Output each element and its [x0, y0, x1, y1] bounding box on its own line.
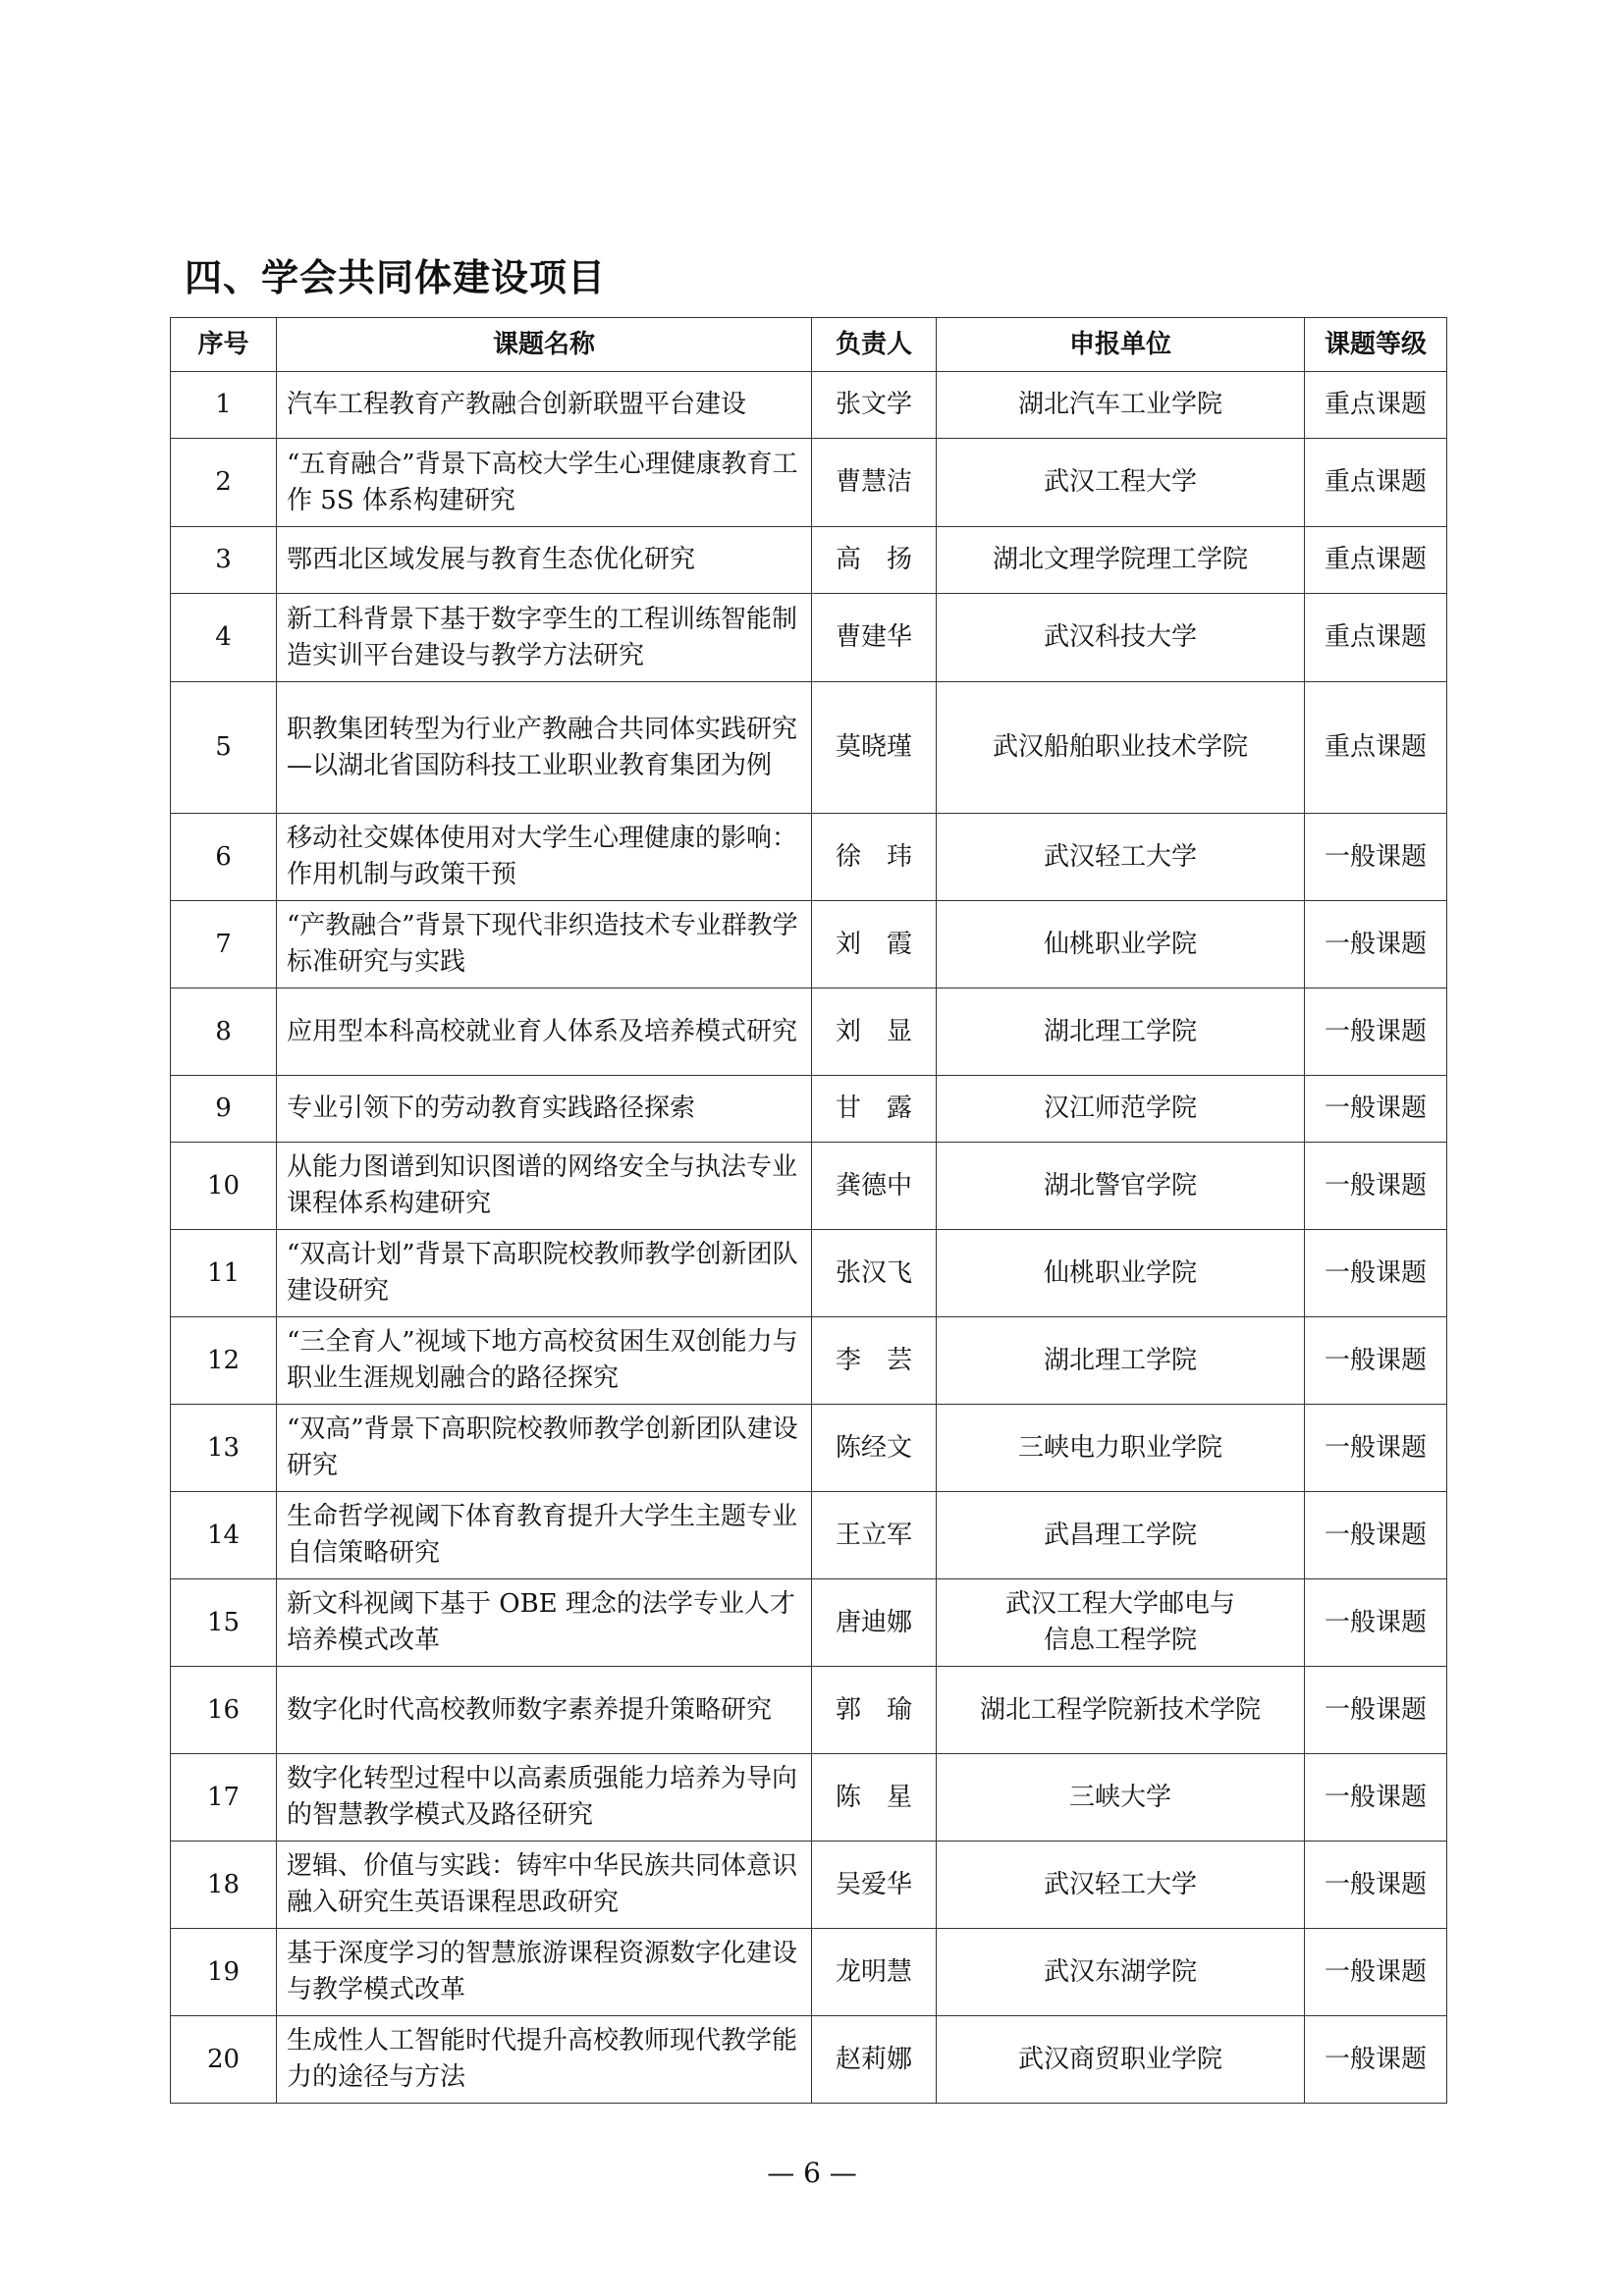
row-unit: 湖北工程学院新技术学院 — [937, 1667, 1305, 1754]
table-row — [171, 1667, 1447, 1754]
row-number: 14 — [171, 1492, 277, 1579]
row-owner: 高 扬 — [812, 527, 937, 594]
row-unit: 汉江师范学院 — [937, 1076, 1305, 1143]
row-unit: 武汉科技大学 — [937, 594, 1305, 682]
row-number: 19 — [171, 1929, 277, 2016]
row-unit: 三峡大学 — [937, 1754, 1305, 1842]
row-unit: 仙桃职业学院 — [937, 901, 1305, 988]
row-unit: 武汉工程大学 — [937, 439, 1305, 527]
row-level: 一般课题 — [1305, 1492, 1447, 1579]
table-row — [171, 1929, 1447, 2016]
row-unit: 三峡电力职业学院 — [937, 1405, 1305, 1492]
table-header-row — [171, 318, 1447, 372]
row-level: 一般课题 — [1305, 1317, 1447, 1405]
row-unit: 湖北警官学院 — [937, 1143, 1305, 1230]
row-level: 一般课题 — [1305, 1929, 1447, 2016]
row-title: “双高”背景下高职院校教师教学创新团队建设研究 — [277, 1405, 812, 1492]
row-owner: 徐 玮 — [812, 814, 937, 901]
row-unit: 武汉商贸职业学院 — [937, 2016, 1305, 2104]
row-number: 17 — [171, 1754, 277, 1842]
row-number: 11 — [171, 1230, 277, 1317]
row-title: 新文科视阈下基于 OBE 理念的法学专业人才培养模式改革 — [277, 1579, 812, 1667]
row-title: 移动社交媒体使用对大学生心理健康的影响：作用机制与政策干预 — [277, 814, 812, 901]
row-number: 8 — [171, 988, 277, 1076]
row-number: 6 — [171, 814, 277, 901]
table-row — [171, 439, 1447, 527]
row-title: 鄂西北区域发展与教育生态优化研究 — [277, 527, 812, 594]
row-level: 一般课题 — [1305, 1667, 1447, 1754]
row-number: 16 — [171, 1667, 277, 1754]
row-level: 重点课题 — [1305, 527, 1447, 594]
row-unit: 武汉工程大学邮电与信息工程学院 — [937, 1579, 1305, 1667]
header-no: 序号 — [171, 318, 277, 372]
table-row — [171, 1143, 1447, 1230]
row-title: 汽车工程教育产教融合创新联盟平台建设 — [277, 372, 812, 439]
page-number: — 6 — — [767, 2157, 857, 2189]
row-unit: 武汉船舶职业技术学院 — [937, 682, 1305, 814]
row-owner: 唐迪娜 — [812, 1579, 937, 1667]
row-owner: 刘 霞 — [812, 901, 937, 988]
table-row — [171, 1405, 1447, 1492]
row-title: “产教融合”背景下现代非织造技术专业群教学标准研究与实践 — [277, 901, 812, 988]
row-level: 重点课题 — [1305, 682, 1447, 814]
row-level: 一般课题 — [1305, 2016, 1447, 2104]
row-owner: 曹建华 — [812, 594, 937, 682]
row-title: 从能力图谱到知识图谱的网络安全与执法专业课程体系构建研究 — [277, 1143, 812, 1230]
table-row — [171, 682, 1447, 814]
row-title: 新工科背景下基于数字孪生的工程训练智能制造实训平台建设与教学方法研究 — [277, 594, 812, 682]
row-level: 一般课题 — [1305, 1754, 1447, 1842]
row-level: 一般课题 — [1305, 1405, 1447, 1492]
row-unit: 仙桃职业学院 — [937, 1230, 1305, 1317]
row-number: 1 — [171, 372, 277, 439]
row-number: 2 — [171, 439, 277, 527]
row-owner: 吴爱华 — [812, 1842, 937, 1929]
row-level: 一般课题 — [1305, 988, 1447, 1076]
row-title: 数字化时代高校教师数字素养提升策略研究 — [277, 1667, 812, 1754]
row-owner: 郭 瑜 — [812, 1667, 937, 1754]
row-owner: 曹慧洁 — [812, 439, 937, 527]
row-level: 一般课题 — [1305, 901, 1447, 988]
row-owner: 张文学 — [812, 372, 937, 439]
table-row — [171, 1492, 1447, 1579]
projects-table — [170, 317, 1447, 2104]
row-level: 一般课题 — [1305, 1579, 1447, 1667]
row-number: 20 — [171, 2016, 277, 2104]
row-number: 4 — [171, 594, 277, 682]
row-number: 15 — [171, 1579, 277, 1667]
row-unit: 武汉轻工大学 — [937, 814, 1305, 901]
row-unit: 武昌理工学院 — [937, 1492, 1305, 1579]
row-title: 数字化转型过程中以高素质强能力培养为导向的智慧教学模式及路径研究 — [277, 1754, 812, 1842]
row-level: 一般课题 — [1305, 1143, 1447, 1230]
table-row — [171, 594, 1447, 682]
row-title: 专业引领下的劳动教育实践路径探索 — [277, 1076, 812, 1143]
row-owner: 李 芸 — [812, 1317, 937, 1405]
table-row — [171, 2016, 1447, 2104]
row-title: 基于深度学习的智慧旅游课程资源数字化建设与教学模式改革 — [277, 1929, 812, 2016]
row-level: 一般课题 — [1305, 814, 1447, 901]
row-level: 重点课题 — [1305, 372, 1447, 439]
row-unit: 湖北理工学院 — [937, 1317, 1305, 1405]
row-level: 重点课题 — [1305, 594, 1447, 682]
row-unit: 湖北文理学院理工学院 — [937, 527, 1305, 594]
row-title: 逻辑、价值与实践：铸牢中华民族共同体意识融入研究生英语课程思政研究 — [277, 1842, 812, 1929]
table-row — [171, 1754, 1447, 1842]
row-unit: 武汉东湖学院 — [937, 1929, 1305, 2016]
row-title: 应用型本科高校就业育人体系及培养模式研究 — [277, 988, 812, 1076]
row-title: “双高计划”背景下高职院校教师教学创新团队建设研究 — [277, 1230, 812, 1317]
row-owner: 刘 显 — [812, 988, 937, 1076]
row-title: “五育融合”背景下高校大学生心理健康教育工作 5S 体系构建研究 — [277, 439, 812, 527]
row-level: 一般课题 — [1305, 1076, 1447, 1143]
row-owner: 龙明慧 — [812, 1929, 937, 2016]
table-body — [171, 372, 1447, 2104]
header-owner: 负责人 — [812, 318, 937, 372]
section-title: 四、学会共同体建设项目 — [185, 256, 607, 299]
row-number: 3 — [171, 527, 277, 594]
header-unit: 申报单位 — [937, 318, 1305, 372]
table-row — [171, 372, 1447, 439]
row-owner: 王立军 — [812, 1492, 937, 1579]
table-row — [171, 901, 1447, 988]
row-number: 7 — [171, 901, 277, 988]
row-unit: 湖北汽车工业学院 — [937, 372, 1305, 439]
row-owner: 甘 露 — [812, 1076, 937, 1143]
table-row — [171, 1317, 1447, 1405]
table-row — [171, 1579, 1447, 1667]
row-level: 一般课题 — [1305, 1230, 1447, 1317]
row-title: “三全育人”视域下地方高校贫困生双创能力与职业生涯规划融合的路径探究 — [277, 1317, 812, 1405]
table-row — [171, 988, 1447, 1076]
table-row — [171, 527, 1447, 594]
row-owner: 莫晓瑾 — [812, 682, 937, 814]
row-owner: 龚德中 — [812, 1143, 937, 1230]
header-title: 课题名称 — [277, 318, 812, 372]
row-title: 职教集团转型为行业产教融合共同体实践研究—以湖北省国防科技工业职业教育集团为例 — [277, 682, 812, 814]
row-number: 10 — [171, 1143, 277, 1230]
row-level: 重点课题 — [1305, 439, 1447, 527]
row-title: 生成性人工智能时代提升高校教师现代教学能力的途径与方法 — [277, 2016, 812, 2104]
row-number: 12 — [171, 1317, 277, 1405]
row-owner: 赵莉娜 — [812, 2016, 937, 2104]
table-row — [171, 1842, 1447, 1929]
row-number: 9 — [171, 1076, 277, 1143]
row-number: 13 — [171, 1405, 277, 1492]
row-owner: 张汉飞 — [812, 1230, 937, 1317]
row-number: 18 — [171, 1842, 277, 1929]
row-title: 生命哲学视阈下体育教育提升大学生主题专业自信策略研究 — [277, 1492, 812, 1579]
row-owner: 陈 星 — [812, 1754, 937, 1842]
table-row — [171, 1076, 1447, 1143]
table-row — [171, 1230, 1447, 1317]
row-owner: 陈经文 — [812, 1405, 937, 1492]
row-unit: 武汉轻工大学 — [937, 1842, 1305, 1929]
row-unit: 湖北理工学院 — [937, 988, 1305, 1076]
row-number: 5 — [171, 682, 277, 814]
header-level: 课题等级 — [1305, 318, 1447, 372]
table-row — [171, 814, 1447, 901]
row-level: 一般课题 — [1305, 1842, 1447, 1929]
